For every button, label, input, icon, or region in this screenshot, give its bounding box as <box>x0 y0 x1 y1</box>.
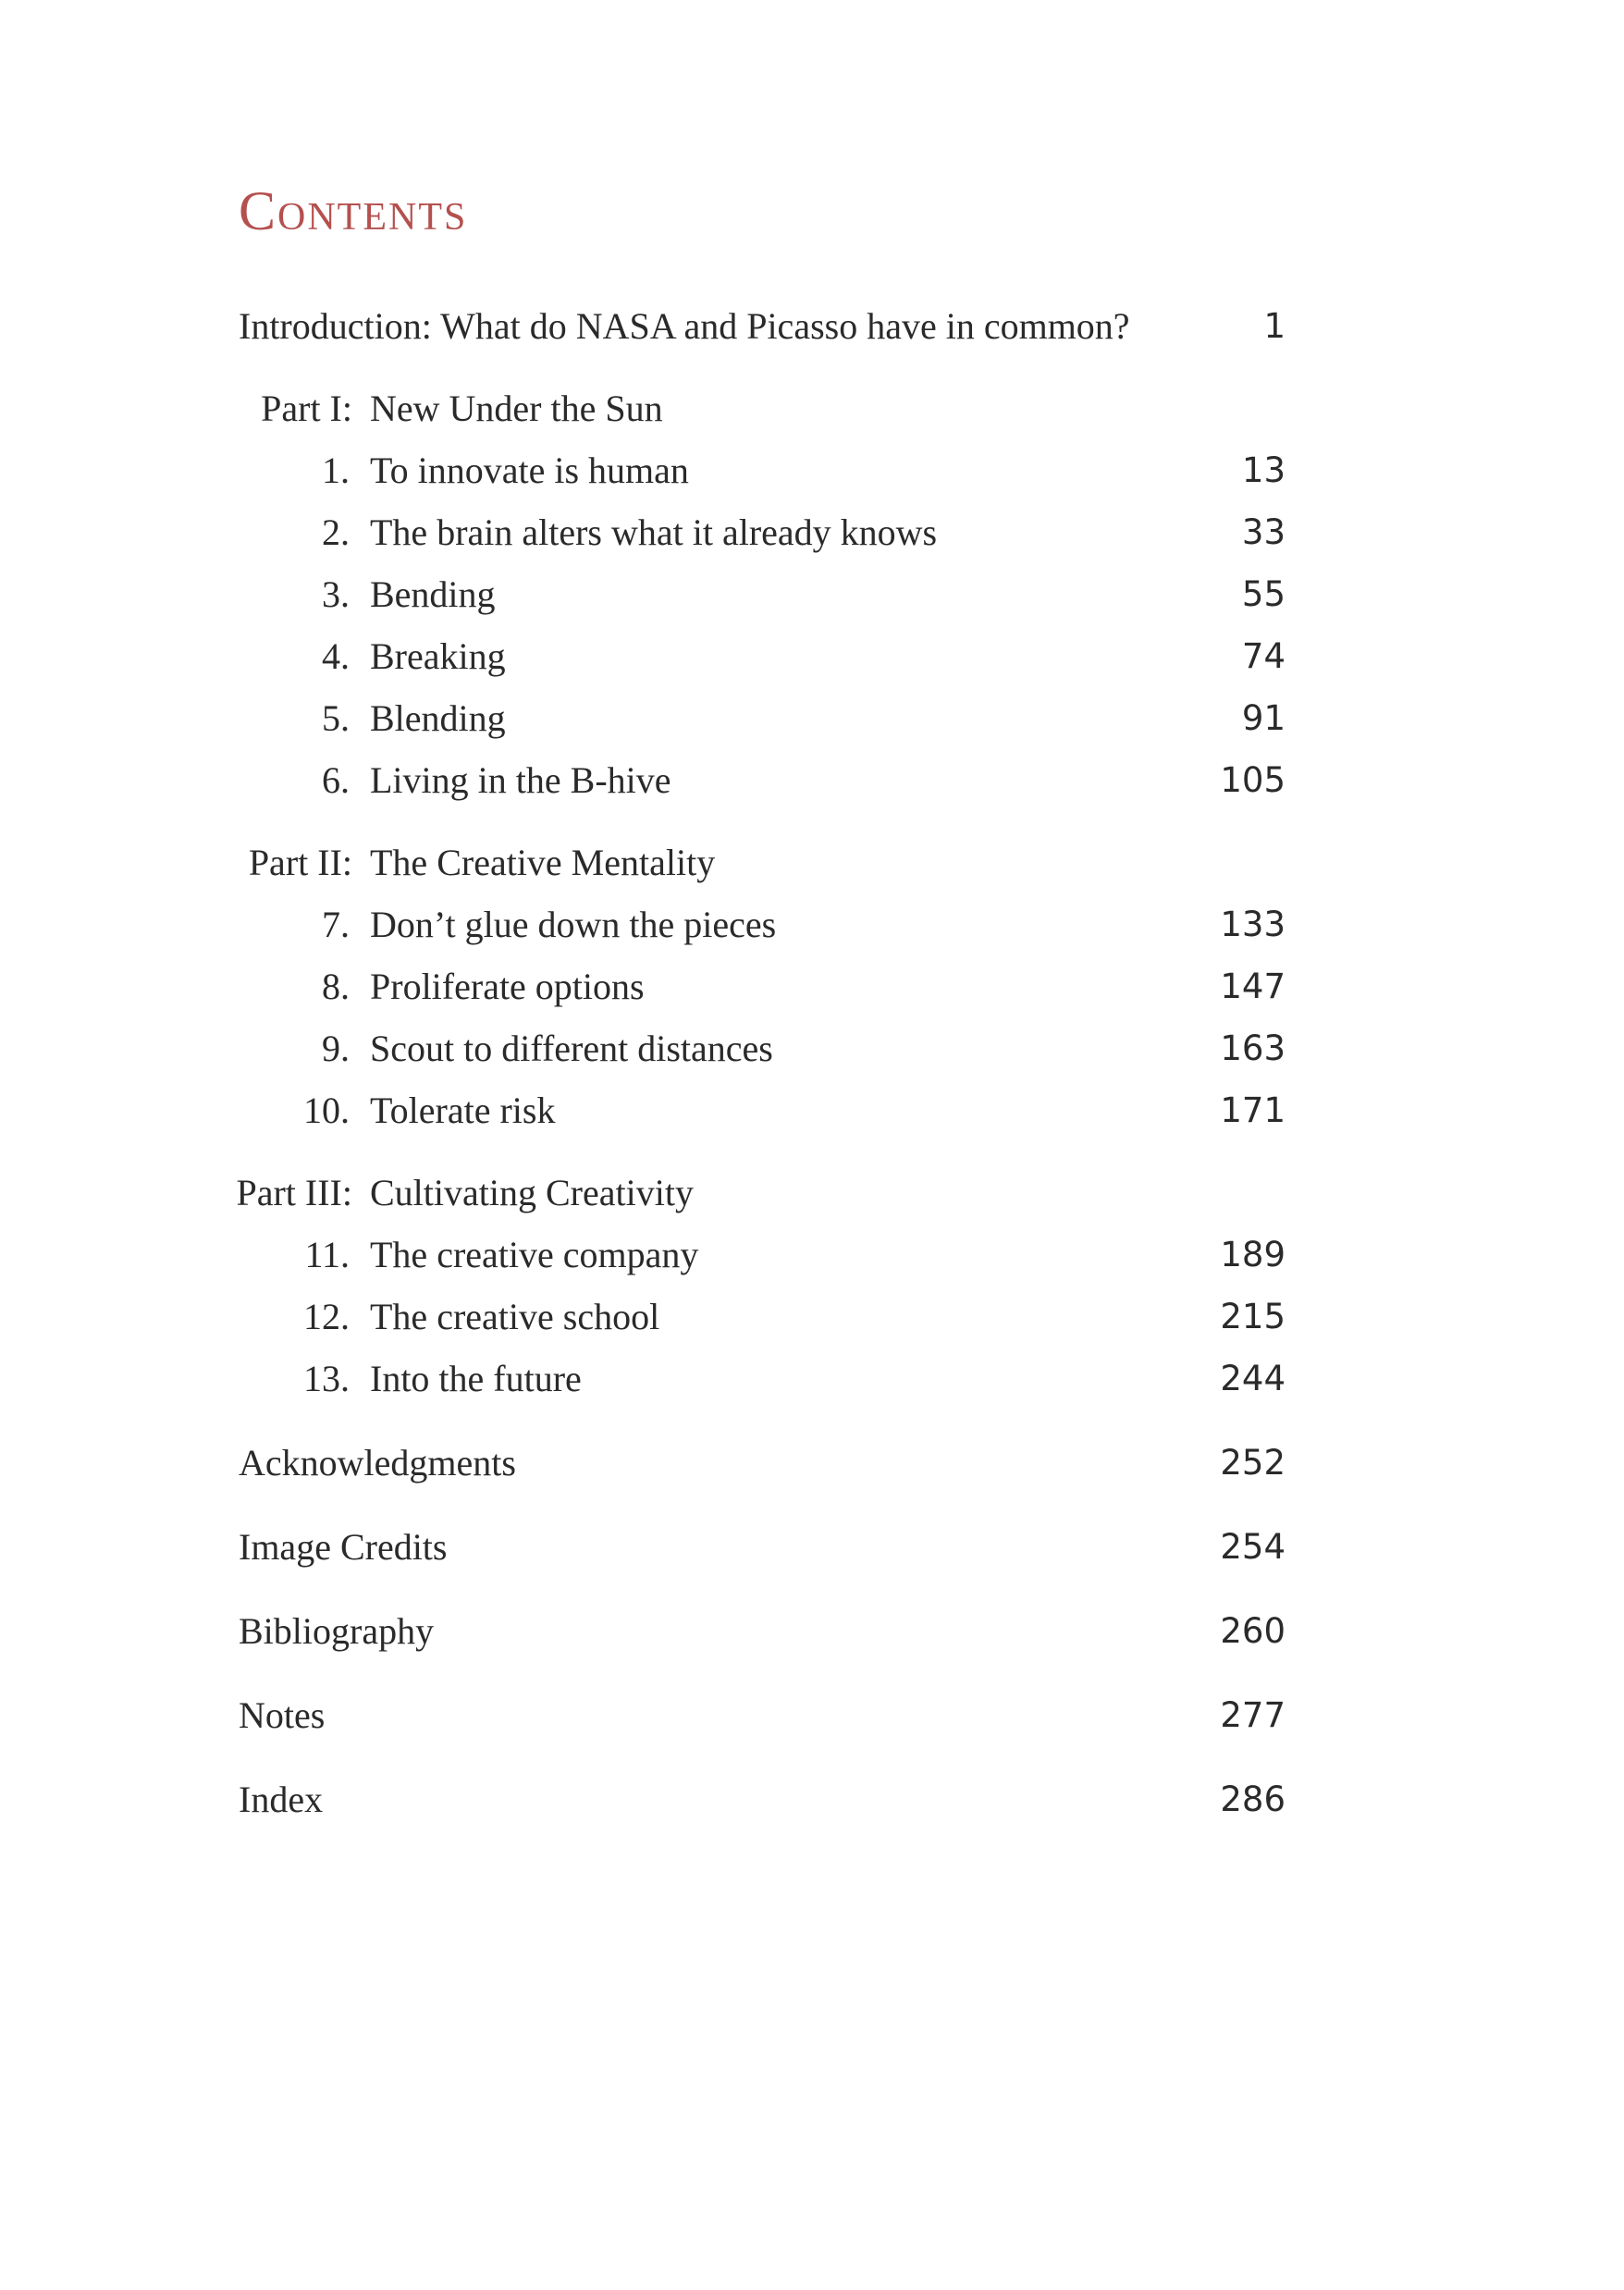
toc-entry-bibliography <box>0 1601 1624 1662</box>
chapter-number: 8. <box>322 966 350 1007</box>
chapter-title: To innovate is human <box>370 449 689 491</box>
toc-entry-image-credits <box>0 1517 1624 1578</box>
toc-entry-chapter <box>0 1348 1624 1410</box>
page-number: 215 <box>1220 1297 1286 1336</box>
toc-entry-acknowledgments <box>0 1433 1624 1494</box>
chapter-title: The creative company <box>370 1234 699 1275</box>
entry-title: Index <box>239 1779 324 1820</box>
entry-title: Image Credits <box>239 1526 448 1568</box>
toc-entry-index <box>0 1769 1624 1830</box>
toc-entry-chapter <box>0 626 1624 687</box>
part-title: The Creative Mentality <box>370 842 716 883</box>
toc-entry-chapter <box>0 564 1624 625</box>
entry-title: Acknowledgments <box>239 1442 516 1484</box>
page-number: 189 <box>1220 1235 1286 1274</box>
page-number: 105 <box>1220 760 1286 800</box>
toc-entry-chapter <box>0 1018 1624 1079</box>
chapter-title: Scout to different distances <box>370 1028 773 1069</box>
chapter-title: Don’t glue down the pieces <box>370 904 777 945</box>
chapter-title: The brain alters what it already knows <box>370 511 938 553</box>
chapter-number: 9. <box>322 1028 350 1069</box>
part-heading <box>0 378 1624 439</box>
chapter-number: 13. <box>303 1358 350 1399</box>
entry-title: Introduction: What do NASA and Picasso have in common? <box>239 305 1130 347</box>
page-title: Contents <box>239 180 468 241</box>
toc-entry-chapter <box>0 502 1624 563</box>
page-number: 252 <box>1220 1443 1286 1483</box>
page-number: 133 <box>1220 905 1286 944</box>
page-number: 163 <box>1220 1028 1286 1068</box>
page-number: 147 <box>1220 966 1286 1006</box>
chapter-title: Proliferate options <box>370 966 645 1007</box>
part-heading <box>0 1163 1624 1224</box>
chapter-number: 5. <box>322 697 350 739</box>
chapter-number: 2. <box>322 511 350 553</box>
page-number: 244 <box>1220 1359 1286 1398</box>
page-number: 13 <box>1241 450 1286 490</box>
toc-entry-notes <box>0 1685 1624 1746</box>
toc-entry-chapter <box>0 1225 1624 1286</box>
part-label: Part III: <box>236 1172 352 1213</box>
chapter-number: 3. <box>322 573 350 615</box>
page-number: 277 <box>1220 1695 1286 1735</box>
chapter-number: 1. <box>322 449 350 491</box>
chapter-number: 12. <box>303 1296 350 1337</box>
entry-title: Bibliography <box>239 1610 435 1652</box>
toc-entry-chapter <box>0 1287 1624 1348</box>
chapter-title: Blending <box>370 697 506 739</box>
toc-entry-chapter <box>0 688 1624 749</box>
chapter-title: Living in the B-hive <box>370 759 671 801</box>
chapter-title: Bending <box>370 573 496 615</box>
chapter-title: Tolerate risk <box>370 1090 556 1131</box>
page-number: 55 <box>1241 574 1286 614</box>
page-number: 74 <box>1241 636 1286 676</box>
page-number: 254 <box>1220 1527 1286 1567</box>
chapter-number: 4. <box>322 635 350 677</box>
toc-entry-introduction <box>0 296 1624 357</box>
part-title: Cultivating Creativity <box>370 1172 694 1213</box>
page-number: 286 <box>1220 1779 1286 1819</box>
toc-entry-chapter <box>0 750 1624 811</box>
chapter-number: 6. <box>322 759 350 801</box>
toc-entry-chapter <box>0 894 1624 955</box>
part-label: Part II: <box>248 842 352 883</box>
toc-entry-chapter <box>0 440 1624 501</box>
chapter-number: 10. <box>303 1090 350 1131</box>
chapter-title: Into the future <box>370 1358 582 1399</box>
entry-title: Notes <box>239 1694 326 1736</box>
part-heading <box>0 832 1624 893</box>
page-number: 1 <box>1263 306 1286 346</box>
part-title: New Under the Sun <box>370 388 663 429</box>
page-number: 91 <box>1241 698 1286 738</box>
page-number: 33 <box>1241 512 1286 552</box>
chapter-title: Breaking <box>370 635 506 677</box>
page-number: 260 <box>1220 1611 1286 1651</box>
page-number: 171 <box>1220 1090 1286 1130</box>
chapter-title: The creative school <box>370 1296 660 1337</box>
chapter-number: 7. <box>322 904 350 945</box>
toc-entry-chapter <box>0 1080 1624 1141</box>
part-label: Part I: <box>261 388 352 429</box>
chapter-number: 11. <box>304 1234 350 1275</box>
toc-entry-chapter <box>0 956 1624 1017</box>
